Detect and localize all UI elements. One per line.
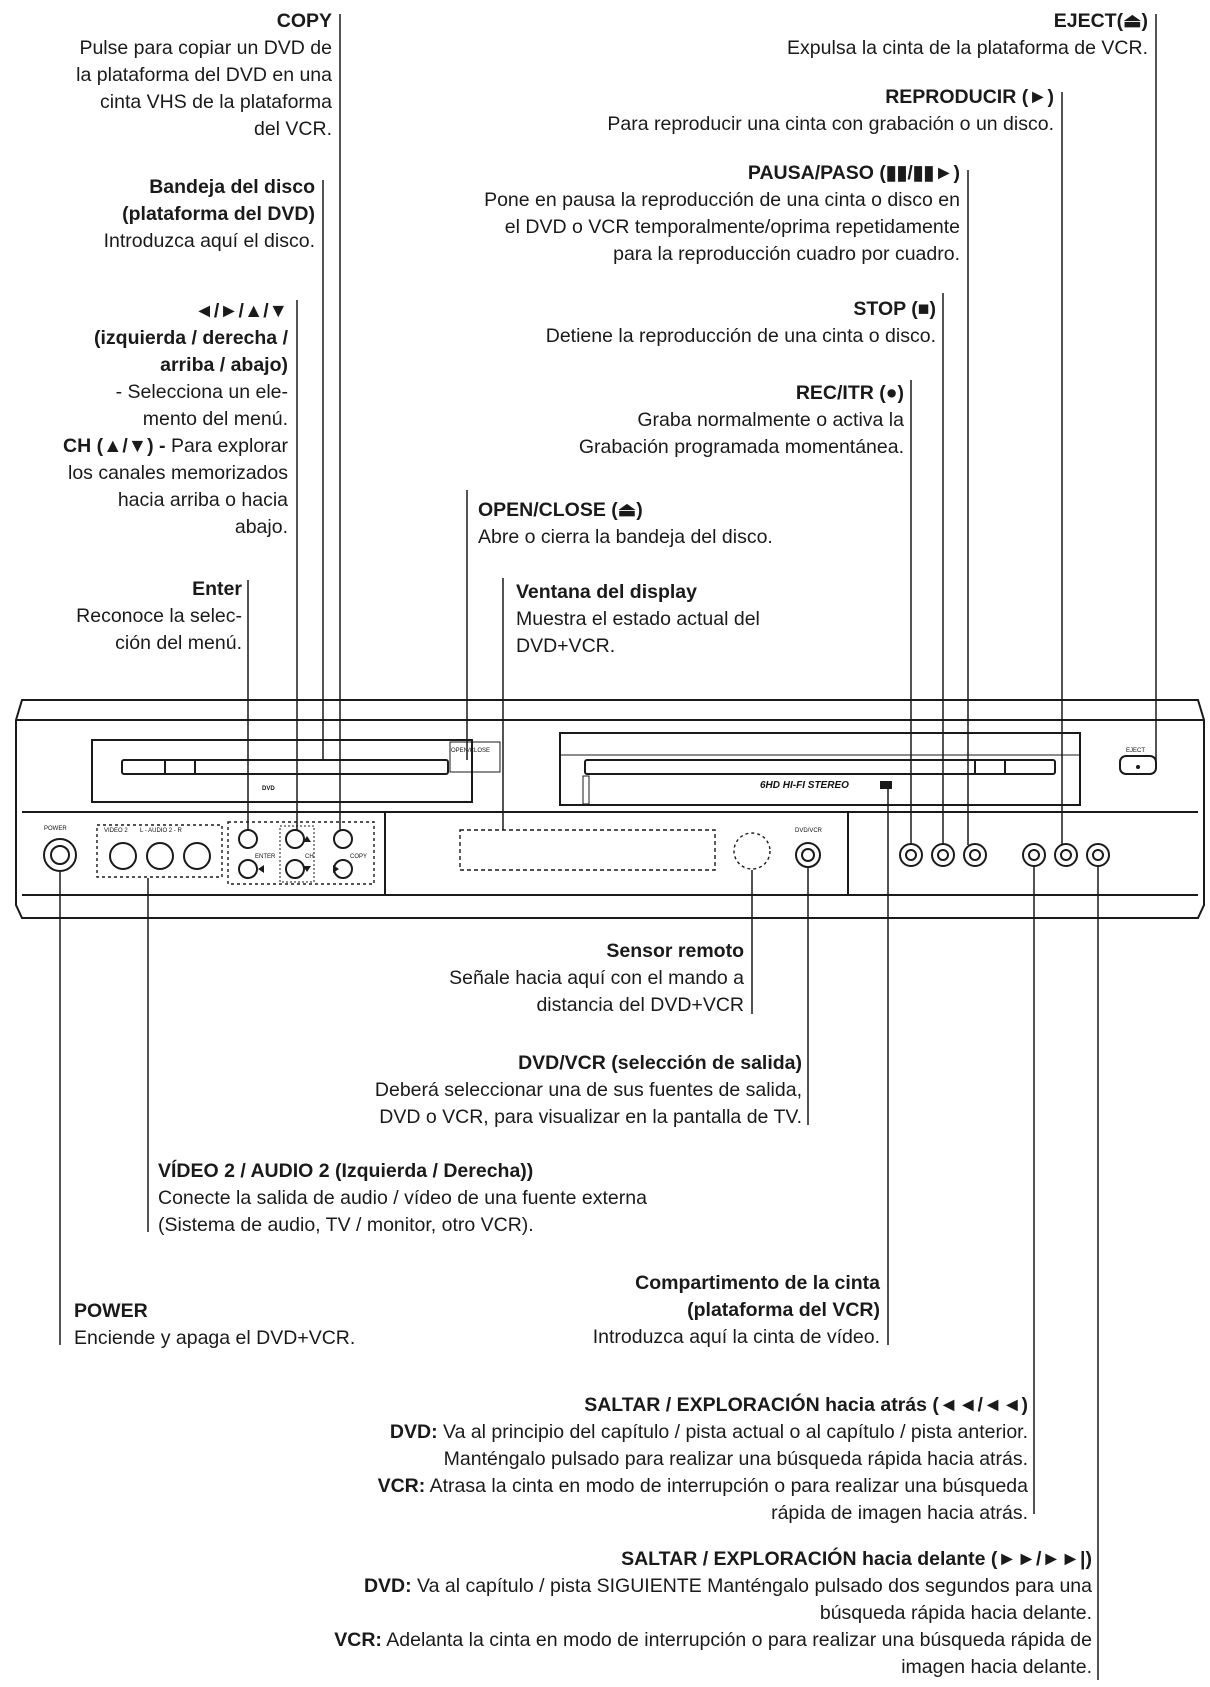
label-skip-back	[148, 1392, 1028, 1527]
play-title: REPRODUCIR (►)	[885, 86, 1054, 108]
label-skip-forward	[92, 1546, 1092, 1681]
play-desc: Para reproducir una cinta con grabación o un disco.	[607, 113, 1054, 135]
pause-title: PAUSA/PASO (▮▮/▮▮►)	[747, 162, 960, 184]
panel-audio2-label: L - AUDIO 2 - R	[140, 828, 182, 834]
label-display	[516, 579, 856, 660]
label-dvdvcr	[202, 1050, 802, 1131]
dvdvcr-title: DVD/VCR (selección de salida)	[518, 1052, 802, 1074]
video2-desc: Conecte la salida de audio / vídeo de una fuente externa (Sistema de audio, TV / monitor, otro VCR).	[158, 1187, 647, 1236]
sensor-desc: Señale hacia aquí con el mando a distancia del DVD+VCR	[449, 967, 744, 1016]
label-sensor	[324, 938, 744, 1019]
label-cassette	[440, 1270, 880, 1351]
cassette-desc: Introduzca aquí la cinta de vídeo.	[592, 1326, 880, 1348]
power-desc: Enciende y apaga el DVD+VCR.	[74, 1327, 356, 1349]
tray-desc: Introduzca aquí el disco.	[103, 230, 315, 252]
skipfwd-vcr-desc: Adelanta la cinta en modo de interrupción o para realizar una búsqueda rápida de imagen hacia delante.	[386, 1629, 1092, 1678]
rec-title: REC/ITR (●)	[795, 382, 904, 404]
skipback-vcr-label: VCR:	[377, 1475, 426, 1497]
skipback-dvd-desc: Va al principio del capítulo / pista actual o al capítulo / pista anterior. Manténgalo pulsado para realizar una búsqueda rápida hacia atrás.	[443, 1421, 1028, 1470]
panel-openclose-label: OPEN/CLOSE	[451, 748, 491, 754]
sensor-title: Sensor remoto	[606, 940, 744, 962]
panel-ch-label: CH	[305, 854, 314, 860]
label-openclose	[478, 497, 898, 551]
label-copy	[2, 8, 332, 143]
skipfwd-dvd-label: DVD:	[363, 1575, 412, 1597]
dvdvcr-desc: Deberá seleccionar una de sus fuentes de salida, DVD o VCR, para visualizar en la pantalla de TV.	[374, 1079, 802, 1128]
label-pause	[360, 160, 960, 268]
label-disc-tray	[15, 174, 315, 255]
ch-desc: Para explorar los canales memorizados hacia arriba o hacia abajo.	[67, 435, 288, 538]
eject-desc: Expulsa la cinta de la plataforma de VCR.	[787, 37, 1148, 59]
panel-dvd-logo: DVD	[262, 786, 275, 792]
tray-title: Bandeja del disco (plataforma del DVD)	[122, 176, 315, 225]
ch-title: CH (▲/▼) -	[63, 435, 166, 457]
enter-title: Enter	[192, 578, 242, 600]
pause-desc: Pone en pausa la reproducción de una cinta o disco en el DVD o VCR temporalmente/oprima repetidamente para la reproducción cuadro por cuadro.	[484, 189, 960, 265]
panel-video2-label: VIDEO 2	[104, 828, 128, 834]
label-eject	[588, 8, 1148, 62]
openclose-title: OPEN/CLOSE (⏏)	[478, 499, 643, 521]
label-arrows	[2, 298, 288, 541]
skipback-vcr-desc: Atrasa la cinta en modo de interrupción o para realizar una búsqueda rápida de imagen hacia atrás.	[429, 1475, 1028, 1524]
label-video2	[158, 1158, 858, 1239]
skipfwd-dvd-desc: Va al capítulo / pista SIGUIENTE Manténgalo pulsado dos segundos para una búsqueda rápida hacia delante.	[417, 1575, 1092, 1624]
eject-title: EJECT(⏏)	[1053, 10, 1148, 32]
skipfwd-title: SALTAR / EXPLORACIÓN hacia delante (►►/►►|)	[621, 1548, 1092, 1570]
label-play	[434, 84, 1054, 138]
enter-desc: Reconoce la selec- ción del menú.	[76, 605, 242, 654]
panel-power-label: POWER	[44, 826, 67, 832]
copy-title: COPY	[276, 10, 332, 32]
stop-title: STOP (■)	[853, 298, 936, 320]
panel-copy-label: COPY	[350, 854, 368, 860]
label-enter	[2, 576, 242, 657]
label-power	[74, 1298, 494, 1352]
arrows-title: ◄/►/▲/▼ (izquierda / derecha / arriba / abajo)	[94, 300, 288, 376]
label-stop	[436, 296, 936, 350]
stop-desc: Detiene la reproducción de una cinta o disco.	[545, 325, 936, 347]
openclose-desc: Abre o cierra la bandeja del disco.	[478, 526, 773, 548]
power-title: POWER	[74, 1300, 148, 1322]
skipback-dvd-label: DVD:	[389, 1421, 438, 1443]
panel-dvdvcr-label: DVD/VCR	[795, 828, 823, 834]
cassette-title: Compartimento de la cinta (plataforma del VCR)	[635, 1272, 880, 1321]
display-desc: Muestra el estado actual del DVD+VCR.	[516, 608, 760, 657]
rec-desc: Graba normalmente o activa la Grabación programada momentánea.	[578, 409, 904, 458]
video2-title: VÍDEO 2 / AUDIO 2 (Izquierda / Derecha))	[158, 1160, 534, 1182]
panel-brand-label: 6HD HI-FI STEREO	[760, 780, 849, 791]
skipfwd-vcr-label: VCR:	[334, 1629, 382, 1651]
arrows-desc: - Selecciona un ele- mento del menú.	[115, 381, 288, 430]
label-rec	[484, 380, 904, 461]
copy-desc: Pulse para copiar un DVD de la plataforma del DVD en una cinta VHS de la plataforma del VCR.	[76, 37, 332, 140]
panel-enter-label: ENTER	[255, 854, 276, 860]
display-title: Ventana del display	[516, 581, 697, 603]
panel-eject-label: EJECT	[1126, 748, 1146, 754]
skipback-title: SALTAR / EXPLORACIÓN hacia atrás (◄◄/◄◄)	[584, 1394, 1028, 1416]
